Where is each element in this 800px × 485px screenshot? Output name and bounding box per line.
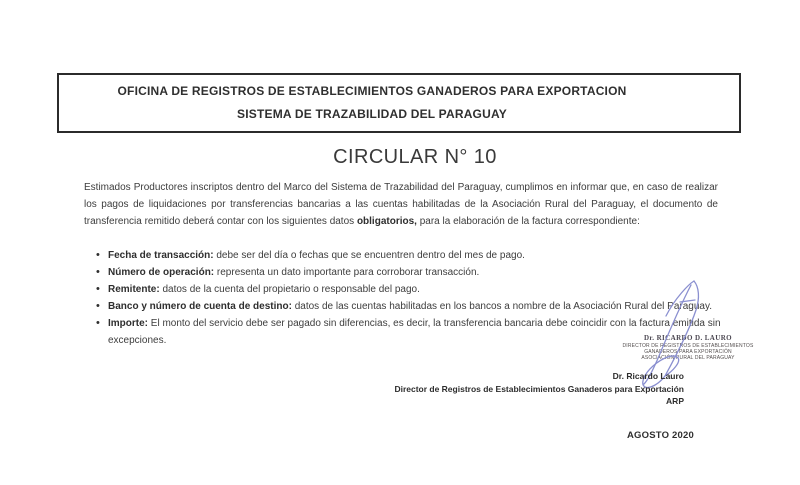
stamp-name-line: Dr. RICARDO D. LAURO (643, 334, 733, 342)
signer-title: Director de Registros de Establecimientos Ganaderos para Exportación (394, 383, 684, 394)
intro-paragraph (84, 179, 718, 230)
intro-text-after: para la elaboración de la factura correspondiente: (416, 216, 640, 227)
circular-title: CIRCULAR N° 10 (333, 146, 497, 168)
bullet-text: datos de las cuentas habilitadas en los bancos a nombre de la Asociación Rural del Paraguay. (291, 301, 712, 312)
stamp-title-line1: DIRECTOR DE REGISTROS DE ESTABLECIMIENTOS (622, 343, 754, 349)
bullet-text: representa un dato importante para corroborar transacción. (214, 267, 480, 278)
bullet-lead: Número de operación: (108, 267, 215, 278)
footer-date: AGOSTO 2020 (627, 430, 694, 441)
bullet-text: datos de la cuenta del propietario o responsable del pago. (159, 284, 420, 295)
signer-org: ARP (666, 396, 684, 406)
stamp-org-line: ASOCIACIÓN RURAL DEL PARAGUAY (641, 355, 735, 361)
letterhead-line1: OFICINA DE REGISTROS DE ESTABLECIMIENTOS GANADEROS PARA EXPORTACION (117, 84, 627, 98)
bullet-text: El monto del servicio debe ser pagado sin diferencias, es decir, la transferencia bancaria debe coincidir con la factura emitida sin excepciones. (108, 318, 721, 346)
intro-text-before: Estimados Productores inscriptos dentro del Marco del Sistema de Trazabilidad del Paraguay, cumplimos en informar que, en caso de realizar los pagos de liquidaciones por transferencias bancarias a las cuentas habilitadas de la Asociación Rural del Paraguay, el documento de transferencia remitido deberá contar con los siguientes datos (84, 182, 718, 227)
letterhead-line2: SISTEMA DE TRAZABILIDAD DEL PARAGUAY (237, 107, 507, 121)
bullet-text: debe ser del día o fechas que se encuentren dentro del mes de pago. (213, 250, 525, 261)
signature-stroke-dash (680, 300, 695, 302)
bullet-lead: Banco y número de cuenta de destino: (108, 301, 292, 312)
signature-block (394, 370, 684, 408)
bullet-lead: Importe: (108, 318, 148, 329)
letterhead-box (57, 73, 741, 133)
bullet-item-fecha (95, 247, 729, 264)
bullet-lead: Remitente: (108, 284, 160, 295)
intro-text-bold: obligatorios, (356, 216, 417, 227)
bullet-lead: Fecha de transacción: (108, 250, 214, 261)
stamp-title-line2: GANADEROS PARA EXPORTACIÓN (644, 349, 732, 355)
signer-name: Dr. Ricardo Lauro (612, 371, 684, 381)
